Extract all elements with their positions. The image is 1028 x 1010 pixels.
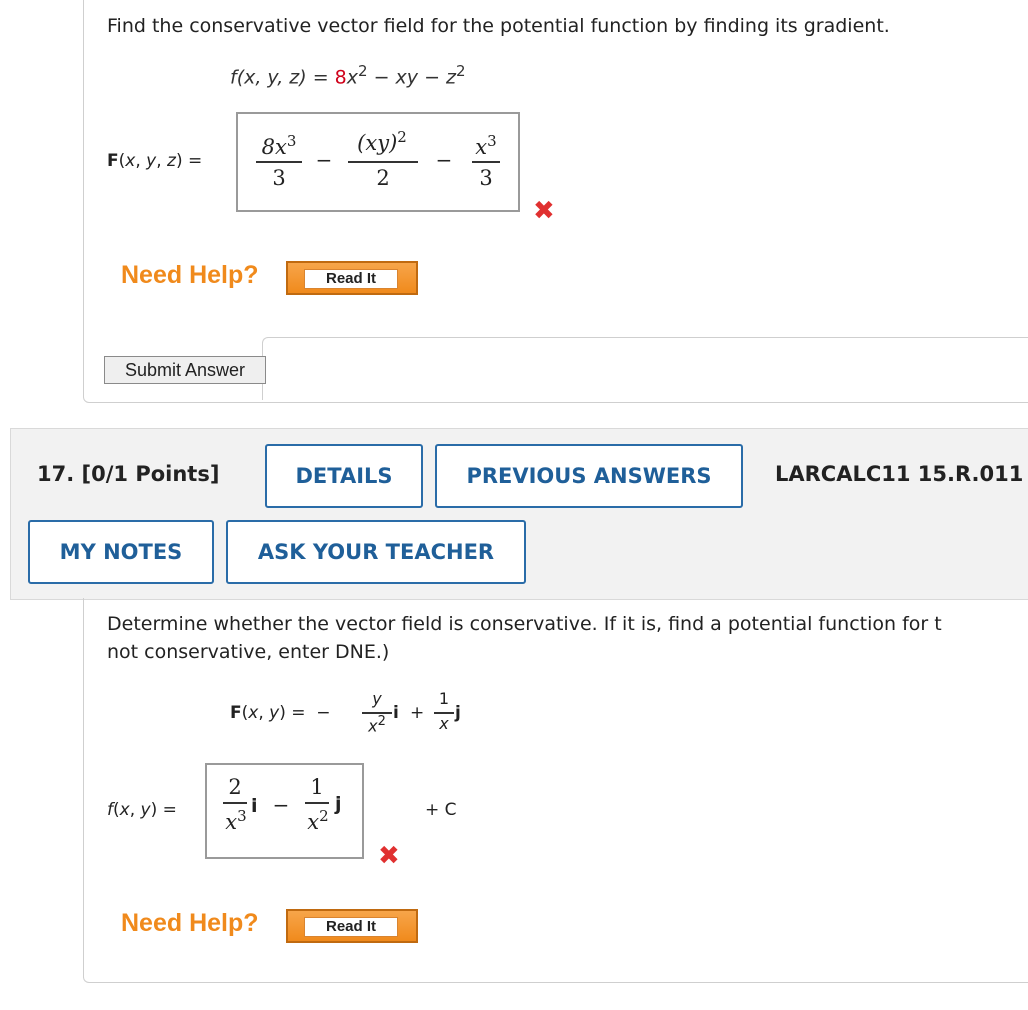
q17-t2-num: 1 xyxy=(310,775,324,799)
q17-field-j: j xyxy=(455,703,461,723)
q16-need-help-label: Need Help? xyxy=(121,261,259,289)
q16-potential-lhs: f(x, y, z) = xyxy=(230,66,335,89)
q17-need-help-label: Need Help? xyxy=(121,909,259,937)
q17-t2-bar xyxy=(305,802,329,804)
q16-t3-num-exp: 3 xyxy=(487,132,497,150)
q17-field-lhs: F(x, y) = − xyxy=(230,703,331,723)
q16-term3-bar xyxy=(472,161,500,163)
q17-read-it-button[interactable] xyxy=(286,909,418,943)
submit-answer-button[interactable]: Submit Answer xyxy=(104,356,266,384)
q16-t2-num-exp: 2 xyxy=(397,128,407,146)
q16-potential-coef: 8 xyxy=(334,66,347,89)
q17-incorrect-icon: ✖ xyxy=(378,841,400,871)
q17-op: − xyxy=(272,793,290,817)
q17-field-t2-num: 1 xyxy=(438,689,450,708)
q16-op1: − xyxy=(315,148,333,172)
q16-answer-term2-denominator: 2 xyxy=(376,166,390,190)
q16-potential-var: x xyxy=(346,66,359,89)
my-notes-button[interactable]: MY NOTES xyxy=(28,520,214,584)
q17-t1-num: 2 xyxy=(228,775,242,799)
q17-t2-den-var: x xyxy=(307,810,320,834)
ask-your-teacher-button[interactable]: ASK YOUR TEACHER xyxy=(226,520,526,584)
q16-potential-function xyxy=(230,62,466,88)
q16-answer-term3-denominator: 3 xyxy=(479,166,493,190)
q16-prompt: Find the conservative vector field for the potential function by finding its gradient. xyxy=(107,15,890,37)
q16-potential-tail-exp: 2 xyxy=(456,62,466,80)
q16-field-label-rest: (x, y, z) = xyxy=(118,151,203,171)
q17-prompt-line1: Determine whether the vector field is conservative. If it is, find a potential function for t xyxy=(107,613,942,635)
q16-t2-num: (xy) xyxy=(357,131,398,155)
q16-t1-num-exp: 3 xyxy=(286,132,297,150)
q16-answer-field[interactable] xyxy=(236,112,520,212)
q16-potential-tail: − xy − z xyxy=(367,66,457,89)
q16-read-it-label: Read It xyxy=(304,269,398,289)
q16-answer-term1-numerator xyxy=(254,132,304,159)
q17-potential-label: f(x, y) = xyxy=(107,800,177,820)
submit-area-divider xyxy=(262,337,1028,400)
previous-answers-button[interactable]: PREVIOUS ANSWERS xyxy=(435,444,743,508)
q17-number-points: 17. [0/1 Points] xyxy=(37,462,220,486)
q17-field-t1-den-exp: 2 xyxy=(377,714,386,729)
q16-potential-exp: 2 xyxy=(358,62,368,80)
q17-field-t1-num: y xyxy=(372,689,382,708)
q16-term2-bar xyxy=(348,161,418,163)
q17-t1-unit: i xyxy=(251,795,258,817)
q17-t2-unit: j xyxy=(335,793,342,815)
q17-t2-den xyxy=(303,807,333,834)
q17-plus-c: + C xyxy=(425,800,457,820)
q17-t1-den xyxy=(221,807,251,834)
q17-answer-field[interactable] xyxy=(205,763,364,859)
q17-field-t1-den-var: x xyxy=(368,716,378,736)
details-button[interactable]: DETAILS xyxy=(265,444,423,508)
q17-t1-den-var: x xyxy=(225,810,238,834)
q16-answer-term1-denominator: 3 xyxy=(272,166,286,190)
q16-field-label: F(x, y, z) = xyxy=(107,151,203,171)
q17-read-it-label: Read It xyxy=(304,917,398,937)
q16-t3-num: x xyxy=(475,135,488,159)
q17-field-t1-den xyxy=(362,714,392,735)
q16-term1-bar xyxy=(256,161,302,163)
q17-t1-bar xyxy=(223,802,247,804)
q16-op2: − xyxy=(435,148,453,172)
q16-answer-term2-numerator xyxy=(342,128,422,155)
q17-t2-den-exp: 2 xyxy=(319,807,329,825)
q17-field-t2-den: x xyxy=(439,714,449,733)
q16-read-it-button[interactable] xyxy=(286,261,418,295)
q17-prompt-line2: not conservative, enter DNE.) xyxy=(107,641,390,663)
q17-field-i: i xyxy=(393,703,399,723)
q17-potential-label-rest: (x, y) = xyxy=(113,800,177,820)
q16-answer-term3-numerator xyxy=(466,132,506,159)
q17-field-plus: + xyxy=(410,703,425,723)
q16-t1-num: 8x xyxy=(261,135,287,159)
q17-t1-den-exp: 3 xyxy=(237,807,247,825)
q16-incorrect-icon: ✖ xyxy=(533,196,555,226)
q17-source-code: LARCALC11 15.R.011 xyxy=(775,462,1024,486)
q17-field-lhs-rest: (x, y) = − xyxy=(241,703,331,723)
